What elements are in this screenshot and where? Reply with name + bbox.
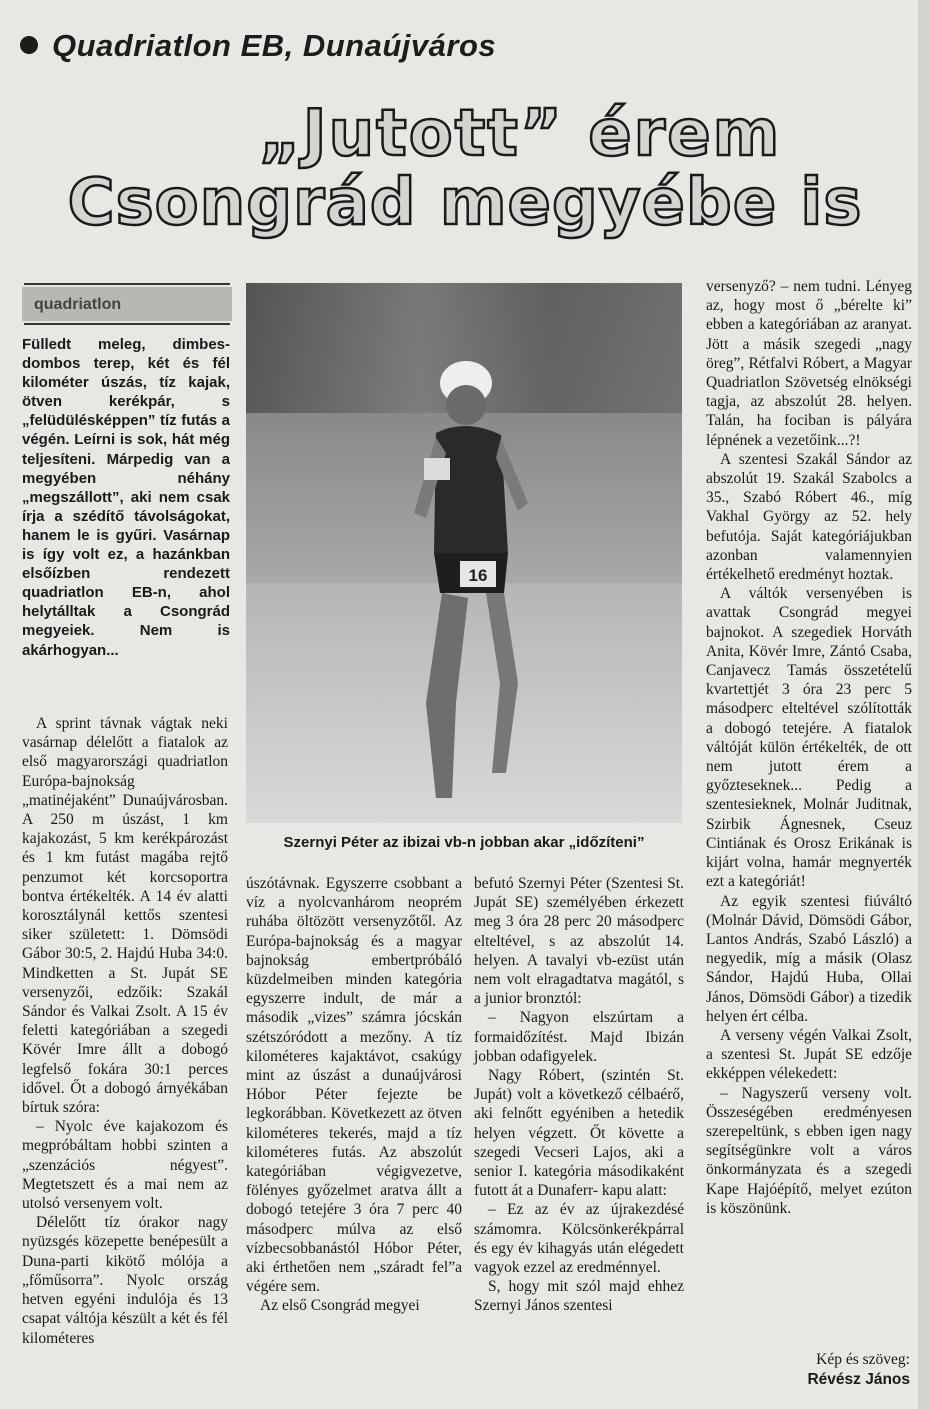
paragraph: – Nagyon elszúrtam a formaidőzítést. Majd Ibizán jobban odafigyelek.	[474, 1009, 684, 1065]
headline	[0, 97, 930, 241]
paragraph: úszótávnak. Egyszerre csobbant a víz a nyolcvanhárom neoprém ruhába öltözött versenyzőtől. Az Európa-bajnokság és a magyar bajnokság embertpróbáló küzdelmeiben minden kategória egyszerre indult, de már a második „vizes” számra jócskán szétszóródott a mezőny. A tíz kilométeres kajaktávot, csakúgy mint az úszást a dunaújvárosi Hóbor Péter fejezte be legkorábban. Következett az ötven kilométeres tekerés, majd a tíz kilométeres futás. Az abszolút kategóriában végigvezetve, fölényes győzelmet aratva állt a dobogó tetejére 3 óra 7 perc 40 másodperc múlva az első vízbecsobbanástól Hóbor Péter, aki érthetően nem „száradt fel”a végére sem.	[246, 875, 462, 1296]
photo-caption: Szernyi Péter az ibizai vb-n jobban akar „időzíteni”	[283, 834, 645, 851]
runner-figure	[396, 343, 546, 813]
paragraph: A verseny végén Valkai Zsolt, a szentesi St. Jupát SE edzője ekképpen vélekedett:	[706, 1026, 912, 1083]
article-column-2	[246, 874, 462, 1316]
paragraph: Délelőtt tíz órakor nagy nyüzsgés közepette benépesült a Duna-parti kikötő mólója a „főműsorra”. Nyolc ország hetven egyéni indulója és 13 csapat váltója készült a két és fél kilométeres	[22, 1214, 228, 1347]
paragraph: A szentesi Szakál Sándor az abszolút 19. Szakál Szabolcs a 35., Szabó Róbert 46., míg Vakhal György az 52. hely befutója. Saját kategóriájukban azonban valamennyien értékelhető eredményt hoztak.	[706, 450, 912, 584]
paragraph: befutó Szernyi Péter (Szentesi St. Jupát SE) személyében érkezett meg 3 óra 28 perc 20 másodperc elteltével, s az abszolút 14. helyen. A tavalyi vb-ezüst után nem volt elragadtatva magától, s a junior bronztól:	[474, 875, 684, 1008]
paragraph: Az egyik szentesi fiúváltó (Molnár Dávid, Dömsödi Gábor, Lantos András, Szabó László) a negyedik, míg a másik (Olasz Sándor, Hajdú Huba, Ollai János, Dömsödi Gábor) a tizedik helyen ért célba.	[706, 892, 912, 1025]
tag-rule-top	[24, 283, 230, 285]
paragraph: – Ez az év az újrakezdésé számomra. Kölcsönkerékpárral és egy év kihagyás után elégedett vagyok ezzel az eredménnyel.	[474, 1201, 684, 1277]
section-tag: quadriatlon	[22, 287, 232, 321]
tag-rule-bottom	[24, 323, 230, 325]
paragraph: Nagy Róbert, (szintén St. Jupát) volt a következő célbaérő, aki felnőtt egyéniben a hetedik helyen végzett. Őt követte a szegedi Vecseri Lajos, aki a senior I. kategória másodikaként futott át a Dunaferr- kapu alatt:	[474, 1067, 684, 1200]
bullet-icon	[20, 36, 38, 54]
byline	[706, 1350, 910, 1390]
byline-label: Kép és szöveg:	[816, 1351, 910, 1368]
article-column-4	[706, 277, 912, 1218]
kicker-text: Quadriatlon EB, Dunaújváros	[52, 28, 497, 63]
runner-photo	[246, 283, 682, 823]
article-column-1	[22, 714, 228, 1348]
paragraph: A sprint távnak vágtak neki vasárnap délelőtt a fiatalok az első magyarországi quadriatlon Európa-bajnokság „matinéjaként” Dunaújvárosban. A 250 m úszást, 1 km kajakozást, 5 km kerékpározást és 1 km futást magába rejtő penzumot két korcsoportra bontva értékelték. A 14 év alatti korosztálynál kettős szentesi siker született: 1. Dömsödi Gábor 30:5, 2. Hajdú Huba 34:0. Mindketten a St. Jupát SE versenyzői, edzőik: Szakál Sándor és Valkai Zsolt. A 15 év feletti kategóriában a szegedi Kövér Imre állt a dobogó legfelső fokára 30:1 perces idővel. Őt a dobogó árnyékában bírtuk szóra:	[22, 715, 228, 1117]
paragraph: – Nyolc éve kajakozom és megpróbáltam hobbi szinten a „szenzációs négyest”. Megtetszett és a mai nem az utolsó versenyem volt.	[22, 1118, 228, 1213]
kicker-line	[20, 28, 720, 64]
bib-number: 16	[468, 566, 488, 585]
paragraph: S, hogy mit szól majd ehhez Szernyi János szentesi	[474, 1278, 684, 1315]
paragraph: versenyző? – nem tudni. Lényeg az, hogy most ő „bérelte ki” ebben a kategóriában az aranyat. Jött a másik szegedi „nagy öreg”, Rétfalvi Róbert, a Magyar Quadriatlon Szövetség elnökségi tagja, az abszolút 28. helyen. Talán, ha fociban is pályára lépnének a vezetőink...?!	[706, 278, 912, 449]
headline-line-1: „Jutott” érem	[258, 97, 782, 171]
paragraph: A váltók versenyében is avattak Csongrád megyei bajnokot. A szegediek Horváth Anita, Kövér Imre, Zántó Csaba, Canjavecz Tamás összetételű kvartettjét 3 óra 23 perc 5 másodperc elteltével szólították a dobogó tetejére. A fiatalok váltóját külön értékelték, de ott nem jutott érem a győzteseknek... Pedig a szentesieknek, Molnár Juditnak, Szirbik Ágnesnek, Cseuz Cintiának és Orosz Erikának is kijárt volna, hamár megnyerték ezt a kategóriát!	[706, 585, 912, 891]
paragraph: – Nagyszerű verseny volt. Összeségében eredményesen szerepeltünk, s ebben igen nagy segítségünkre volt a város önkormányzata és a szegedi Kape Hajóépítő, melyet ezúton is köszönünk.	[706, 1084, 912, 1217]
article-column-3	[474, 874, 684, 1316]
byline-author: Révész János	[807, 1371, 910, 1388]
headline-line-2: Csongrád megyébe is	[67, 166, 863, 241]
lead-paragraph: Fülledt meleg, dimbes-dombos terep, két és fél kilométer úszás, tíz kajak, ötven kerékpár, s „felüdülésképpen” tíz futás a végén. Leírni is sok, hát még teljesíteni. Márpedig van a megyében néhány „megszállott”, aki nem csak írja a szédítő távolságokat, hanem le is gyűri. Vasárnap is így volt ez, a hazánkban elsőízben rendezett quadriatlon EB-n, ahol helytálltak a Csongrád megyeiek. Nem is akárhogyan...	[22, 336, 230, 659]
page-edge	[918, 0, 930, 1409]
paragraph: Az első Csongrád megyei	[260, 1297, 420, 1315]
